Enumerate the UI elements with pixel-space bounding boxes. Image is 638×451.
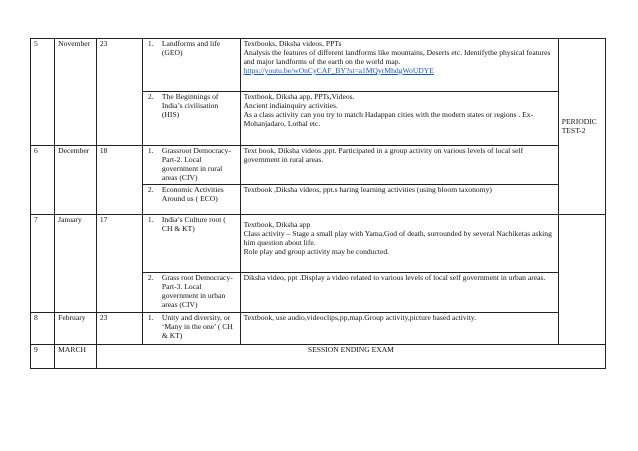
- month-cell: February: [55, 313, 97, 345]
- row-number: 7: [31, 215, 55, 313]
- table-row: [31, 146, 606, 185]
- days-cell: 23: [96, 313, 142, 345]
- days-cell: 17: [96, 215, 142, 313]
- topic-cell: 1. Grassroot Democracy-Part-2. Local government in rural areas (CIV): [142, 146, 240, 185]
- table-row: [31, 215, 606, 273]
- empty-test-cell: [558, 215, 605, 345]
- syllabus-table: [30, 38, 606, 369]
- table-row: [31, 39, 606, 92]
- month-cell: MARCH: [55, 345, 97, 369]
- month-cell: January: [55, 215, 97, 313]
- topic-cell: 2. Economic Activities Around us ( ECO): [142, 185, 240, 215]
- topic-cell: 1. Unity and diversity, or ‘Many in the one’ ( CH & KT): [142, 313, 240, 345]
- topic-cell: 1. Landforms and life (GEO): [142, 39, 240, 92]
- activity-cell: Textbooks, Diksha videos, PPTs Analysis the features of different landforms like mountains, Deserts etc. Identifythe physical features and major landforms of the earth on the world map. https://youtu.be/wOnCyCAF_BY?si=a1MQyrMhdgWoUDYE: [240, 39, 558, 92]
- activity-cell: Diksha video, ppt .Display a video related to various levels of local self government in urban areas.: [240, 273, 558, 313]
- month-cell: November: [55, 39, 97, 146]
- days-cell: 23: [96, 39, 142, 146]
- topic-cell: 2. Grass root Democracy-Part-3. Local government in urban areas (CIV): [142, 273, 240, 313]
- row-number: 9: [31, 345, 55, 369]
- topic-cell: 1. India’s Culture root ( CH & KT): [142, 215, 240, 273]
- activity-cell: Textbook, Diksha app, PPTs,Videos. Ancient indiainquiry activities. As a class activity can you try to match Hadappan cities with the modern states or regions . Ex- Mohanjadaro, Lothal etc.: [240, 92, 558, 146]
- test-cell: PERIODIC TEST-2: [558, 39, 605, 215]
- table-row: [31, 313, 606, 345]
- row-number: 6: [31, 146, 55, 215]
- topic-cell: 2. The Beginnings of India’s civilisation (HIS): [142, 92, 240, 146]
- session-ending-cell: SESSION ENDING EXAM: [96, 345, 605, 369]
- youtube-link[interactable]: https://youtu.be/wOnCyCAF_BY?si=a1MQyrMhdgWoUDYE: [243, 65, 434, 75]
- row-number: 8: [31, 313, 55, 345]
- row-number: 5: [31, 39, 55, 146]
- table-row: [31, 345, 606, 369]
- month-cell: December: [55, 146, 97, 215]
- activity-cell: Text book, Diksha videos ,ppt. Participated in a group activity on various levels of local self government in rural areas.: [240, 146, 558, 185]
- activity-cell: Textbook ,Diksha videos, ppt.s haring learning activities (using bloom taxonomy): [240, 185, 558, 215]
- activity-cell: Textbook, Diksha app Class activity – Stage a small play with Yama,God of death, surrounded by several Nachiketas asking him question about life. Role play and group activity may be conducted.: [240, 215, 558, 273]
- days-cell: 18: [96, 146, 142, 215]
- activity-cell: Textbook, use audio,videoclips,pp,map.Group activity,picture based activity.: [240, 313, 558, 345]
